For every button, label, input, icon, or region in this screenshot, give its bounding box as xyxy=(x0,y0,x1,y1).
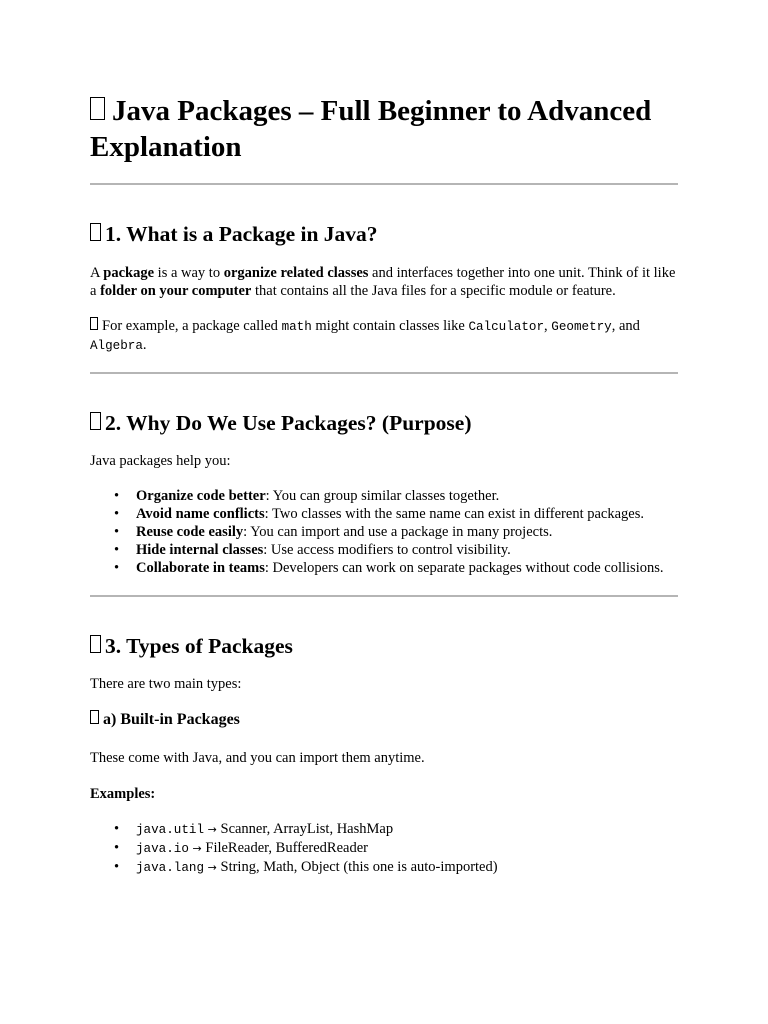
bullet: • xyxy=(114,488,120,504)
bullet: • xyxy=(114,821,120,837)
arrow-right-icon: → xyxy=(207,823,217,836)
missing-glyph-icon xyxy=(90,317,98,330)
missing-glyph-icon xyxy=(90,97,105,120)
arrow-right-icon: → xyxy=(207,861,217,874)
arrow-right-icon: → xyxy=(192,842,202,855)
bullet: • xyxy=(114,560,120,576)
bullet: • xyxy=(114,542,120,558)
list-item: • Collaborate in teams: Developers can work on separate packages without code collisions. xyxy=(114,560,664,576)
missing-glyph-icon xyxy=(90,710,99,724)
list-item: • java.io → FileReader, BufferedReader xyxy=(114,840,368,856)
bullet: • xyxy=(114,524,120,540)
section-heading-2: 2. Why Do We Use Packages? (Purpose) xyxy=(90,410,678,436)
missing-glyph-icon xyxy=(90,635,101,653)
bullet: • xyxy=(114,506,120,522)
missing-glyph-icon xyxy=(90,223,101,241)
list-item: • Hide internal classes: Use access modifiers to control visibility. xyxy=(114,542,511,558)
section-1-example-note: For example, a package called math might contain classes like Calculator, Geometry, and Algebra. xyxy=(90,318,640,353)
list-item: • java.lang → String, Math, Object (this one is auto-imported) xyxy=(114,859,498,875)
section-1-paragraph: A package is a way to organize related classes and interfaces together into one unit. Think of it like a folder on your computer that contains all the Java files for a specific module or feature. xyxy=(90,265,676,299)
missing-glyph-icon xyxy=(90,412,101,430)
examples-label: Examples: xyxy=(90,786,156,802)
divider xyxy=(90,595,678,597)
examples-list xyxy=(90,820,678,877)
section-3-intro: There are two main types: xyxy=(90,676,242,692)
builtin-intro: These come with Java, and you can import them anytime. xyxy=(90,750,425,766)
bullet: • xyxy=(114,840,120,856)
list-item: • Reuse code easily: You can import and use a package in many projects. xyxy=(114,524,553,540)
list-item: • Organize code better: You can group similar classes together. xyxy=(114,488,500,504)
section-2-intro: Java packages help you: xyxy=(90,453,231,469)
section-heading-3: 3. Types of Packages xyxy=(90,633,678,659)
list-item: • java.util → Scanner, ArrayList, HashMap xyxy=(114,821,394,837)
subsection-heading-builtin: a) Built-in Packages xyxy=(90,710,678,730)
purpose-list xyxy=(90,487,678,577)
bullet: • xyxy=(114,859,120,875)
list-item: • Avoid name conflicts: Two classes with the same name can exist in different packages. xyxy=(114,506,644,522)
divider xyxy=(90,372,678,374)
section-heading-1: 1. What is a Package in Java? xyxy=(90,221,678,247)
divider xyxy=(90,183,678,185)
page-title: Java Packages – Full Beginner to Advanced Explanation xyxy=(90,95,652,163)
